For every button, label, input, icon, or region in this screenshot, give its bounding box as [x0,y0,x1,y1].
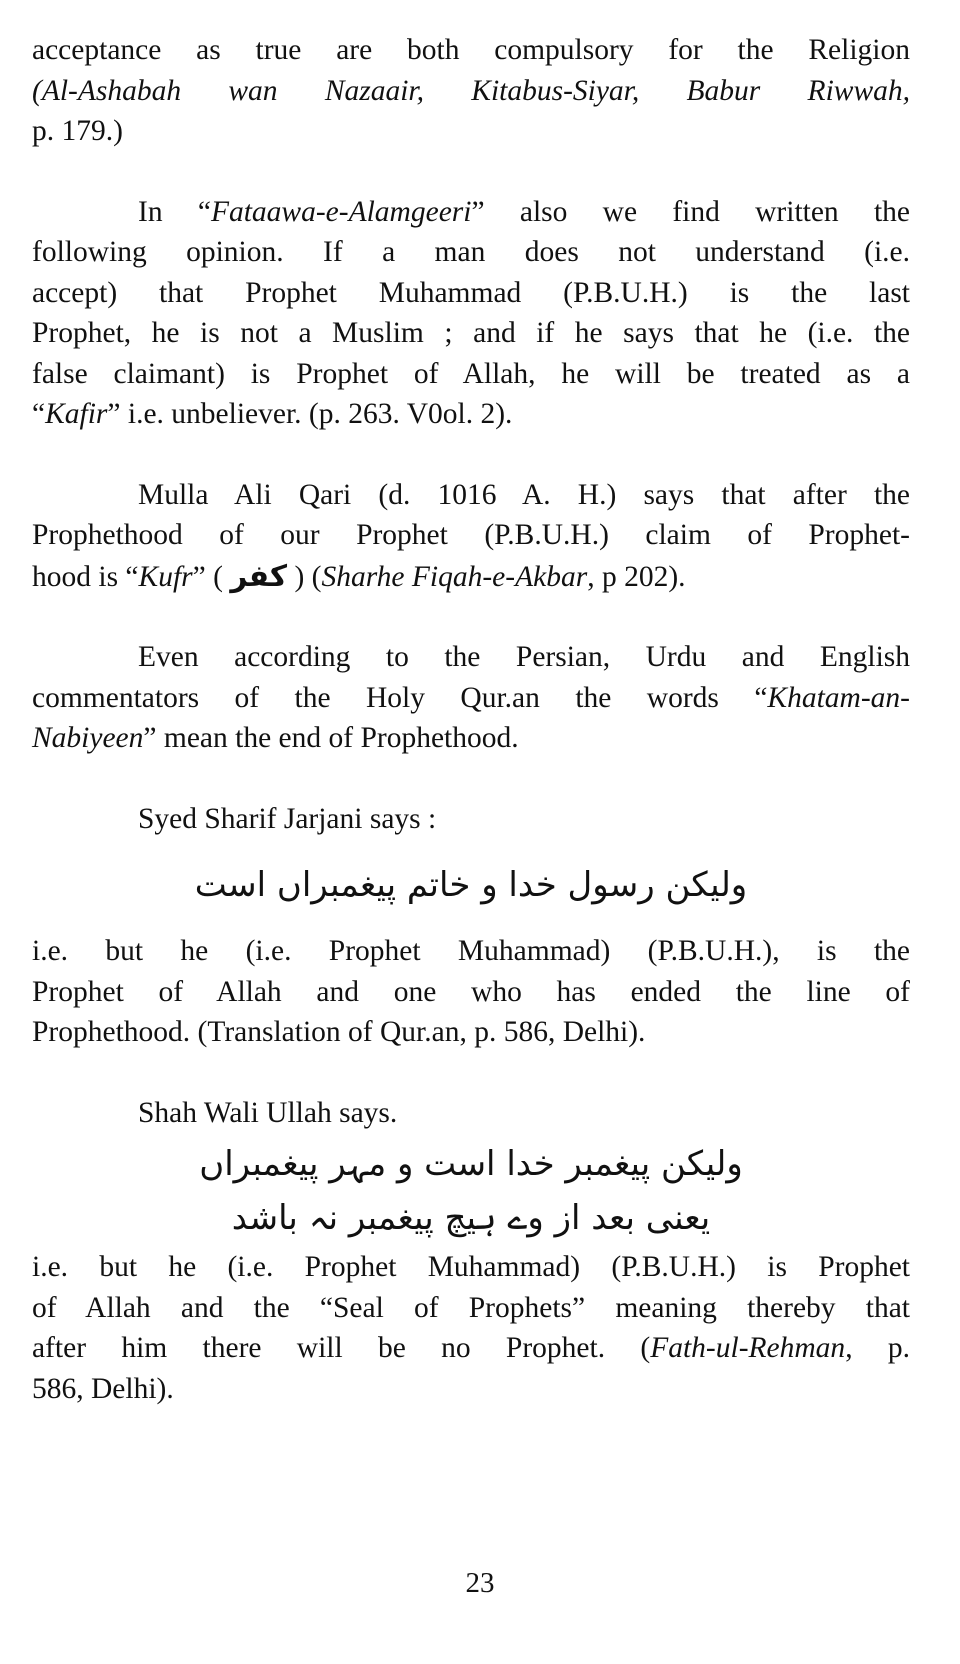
text-line: false claimant) is Prophet of Allah, he will be treated as a [32,357,910,390]
text-run: ) ( [287,560,322,593]
text-line [32,678,910,719]
paragraph-gap [32,597,910,637]
text-run: “ [32,398,46,430]
paragraph-shah-wali-intro [32,1093,910,1134]
text-line: Prophet, he is not a Muslim ; and if he says that he (i.e. the [32,317,910,349]
text-line [32,394,910,435]
urdu-quote-jarjani: ولیکن رسول خدا و خاتم پیغمبراں است [194,865,748,905]
text-run: , p 202). [587,560,686,593]
paragraph-fataawa [32,192,910,435]
urdu-word-kufr: کفر [230,558,288,593]
text-run: , p. [845,1332,910,1364]
term-khatam: Khatam-an- [767,681,910,714]
text-line: Prophethood of our Prophet (P.B.U.H.) claim of Prophet- [32,519,910,551]
text-line: Prophethood. (Translation of Qur.an, p. 586, Delhi). [32,1016,646,1048]
text-line: i.e. but he (i.e. Prophet Muhammad) (P.B.U.H.), is the [32,935,910,967]
text-line [32,718,910,759]
text-line: accept) that Prophet Muhammad (P.B.U.H.) is the last [32,276,910,309]
text-line [32,556,910,598]
text-line: Mulla Ali Qari (d. 1016 A. H.) says that after the [138,478,910,511]
book-page [32,30,910,1409]
text-line [32,192,910,233]
paragraph-commentators [32,637,910,759]
paragraph-gap [32,1053,910,1093]
paragraph-shah-wali-translation [32,1247,910,1409]
urdu-line: ولیکن پیغمبر خدا است و مہر پیغمبراں [199,1144,743,1184]
paragraph-mulla-ali-qari [32,475,910,598]
paragraph-gap [32,435,910,475]
term-kafir: Kafir [45,398,108,430]
term-kufr: Kufr [138,560,193,593]
paragraph-jarjani-translation [32,931,910,1053]
urdu-quote-shah-wali [32,1137,910,1245]
paragraph-gap [32,152,910,192]
text-line: Syed Sharif Jarjani says : [138,802,437,835]
book-title: Sharhe Fiqah-e-Akbar [321,560,588,593]
text-run: hood is “ [32,560,139,593]
page-number: 23 [465,1567,495,1599]
paragraph-jarjani-intro [32,799,910,840]
book-title: Fath-ul-Rehman [650,1332,846,1364]
text-run: ” i.e. unbeliever. (p. 263. V0ol. 2). [107,398,513,430]
text-run: ” also we find written the [471,195,910,228]
paragraph-religion-acceptance [32,30,910,152]
text-line: Even according to the Persian, Urdu and English [138,641,910,673]
text-line: following opinion. If a man does not understand (i.e. [32,236,910,268]
text-line: Shah Wali Ullah says. [138,1096,398,1129]
book-title: Fataawa-e-Alamgeeri [210,195,472,228]
urdu-line: یعنی بعد از وے ہیچ پیغمبر نہ باشد [231,1198,711,1238]
text-line: of Allah and the “Seal of Prophets” meaning thereby that [32,1291,910,1324]
citation-line: (Al-Ashabah wan Nazaair, Kitabus-Siyar, Babur Riwwah, [32,74,910,107]
text-line: Prophet of Allah and one who has ended the line of [32,975,910,1008]
text-line: 586, Delhi). [32,1372,174,1405]
text-run: ” mean the end of Prophethood. [143,722,519,754]
text-run: after him there will be no Prophet. ( [32,1332,651,1364]
text-run: ” ( [192,560,231,593]
text-line [32,1328,910,1369]
text-run: In “ [138,195,211,228]
term-nabiyeen: Nabiyeen [32,722,144,754]
text-line: p. 179.) [32,115,123,147]
text-run: commentators of the Holy Qur.an the words “ [32,681,768,714]
text-line: i.e. but he (i.e. Prophet Muhammad) (P.B.U.H.) is Prophet [32,1251,910,1283]
paragraph-gap [32,759,910,799]
text-line: acceptance as true are both compulsory for the Religion [32,34,910,66]
